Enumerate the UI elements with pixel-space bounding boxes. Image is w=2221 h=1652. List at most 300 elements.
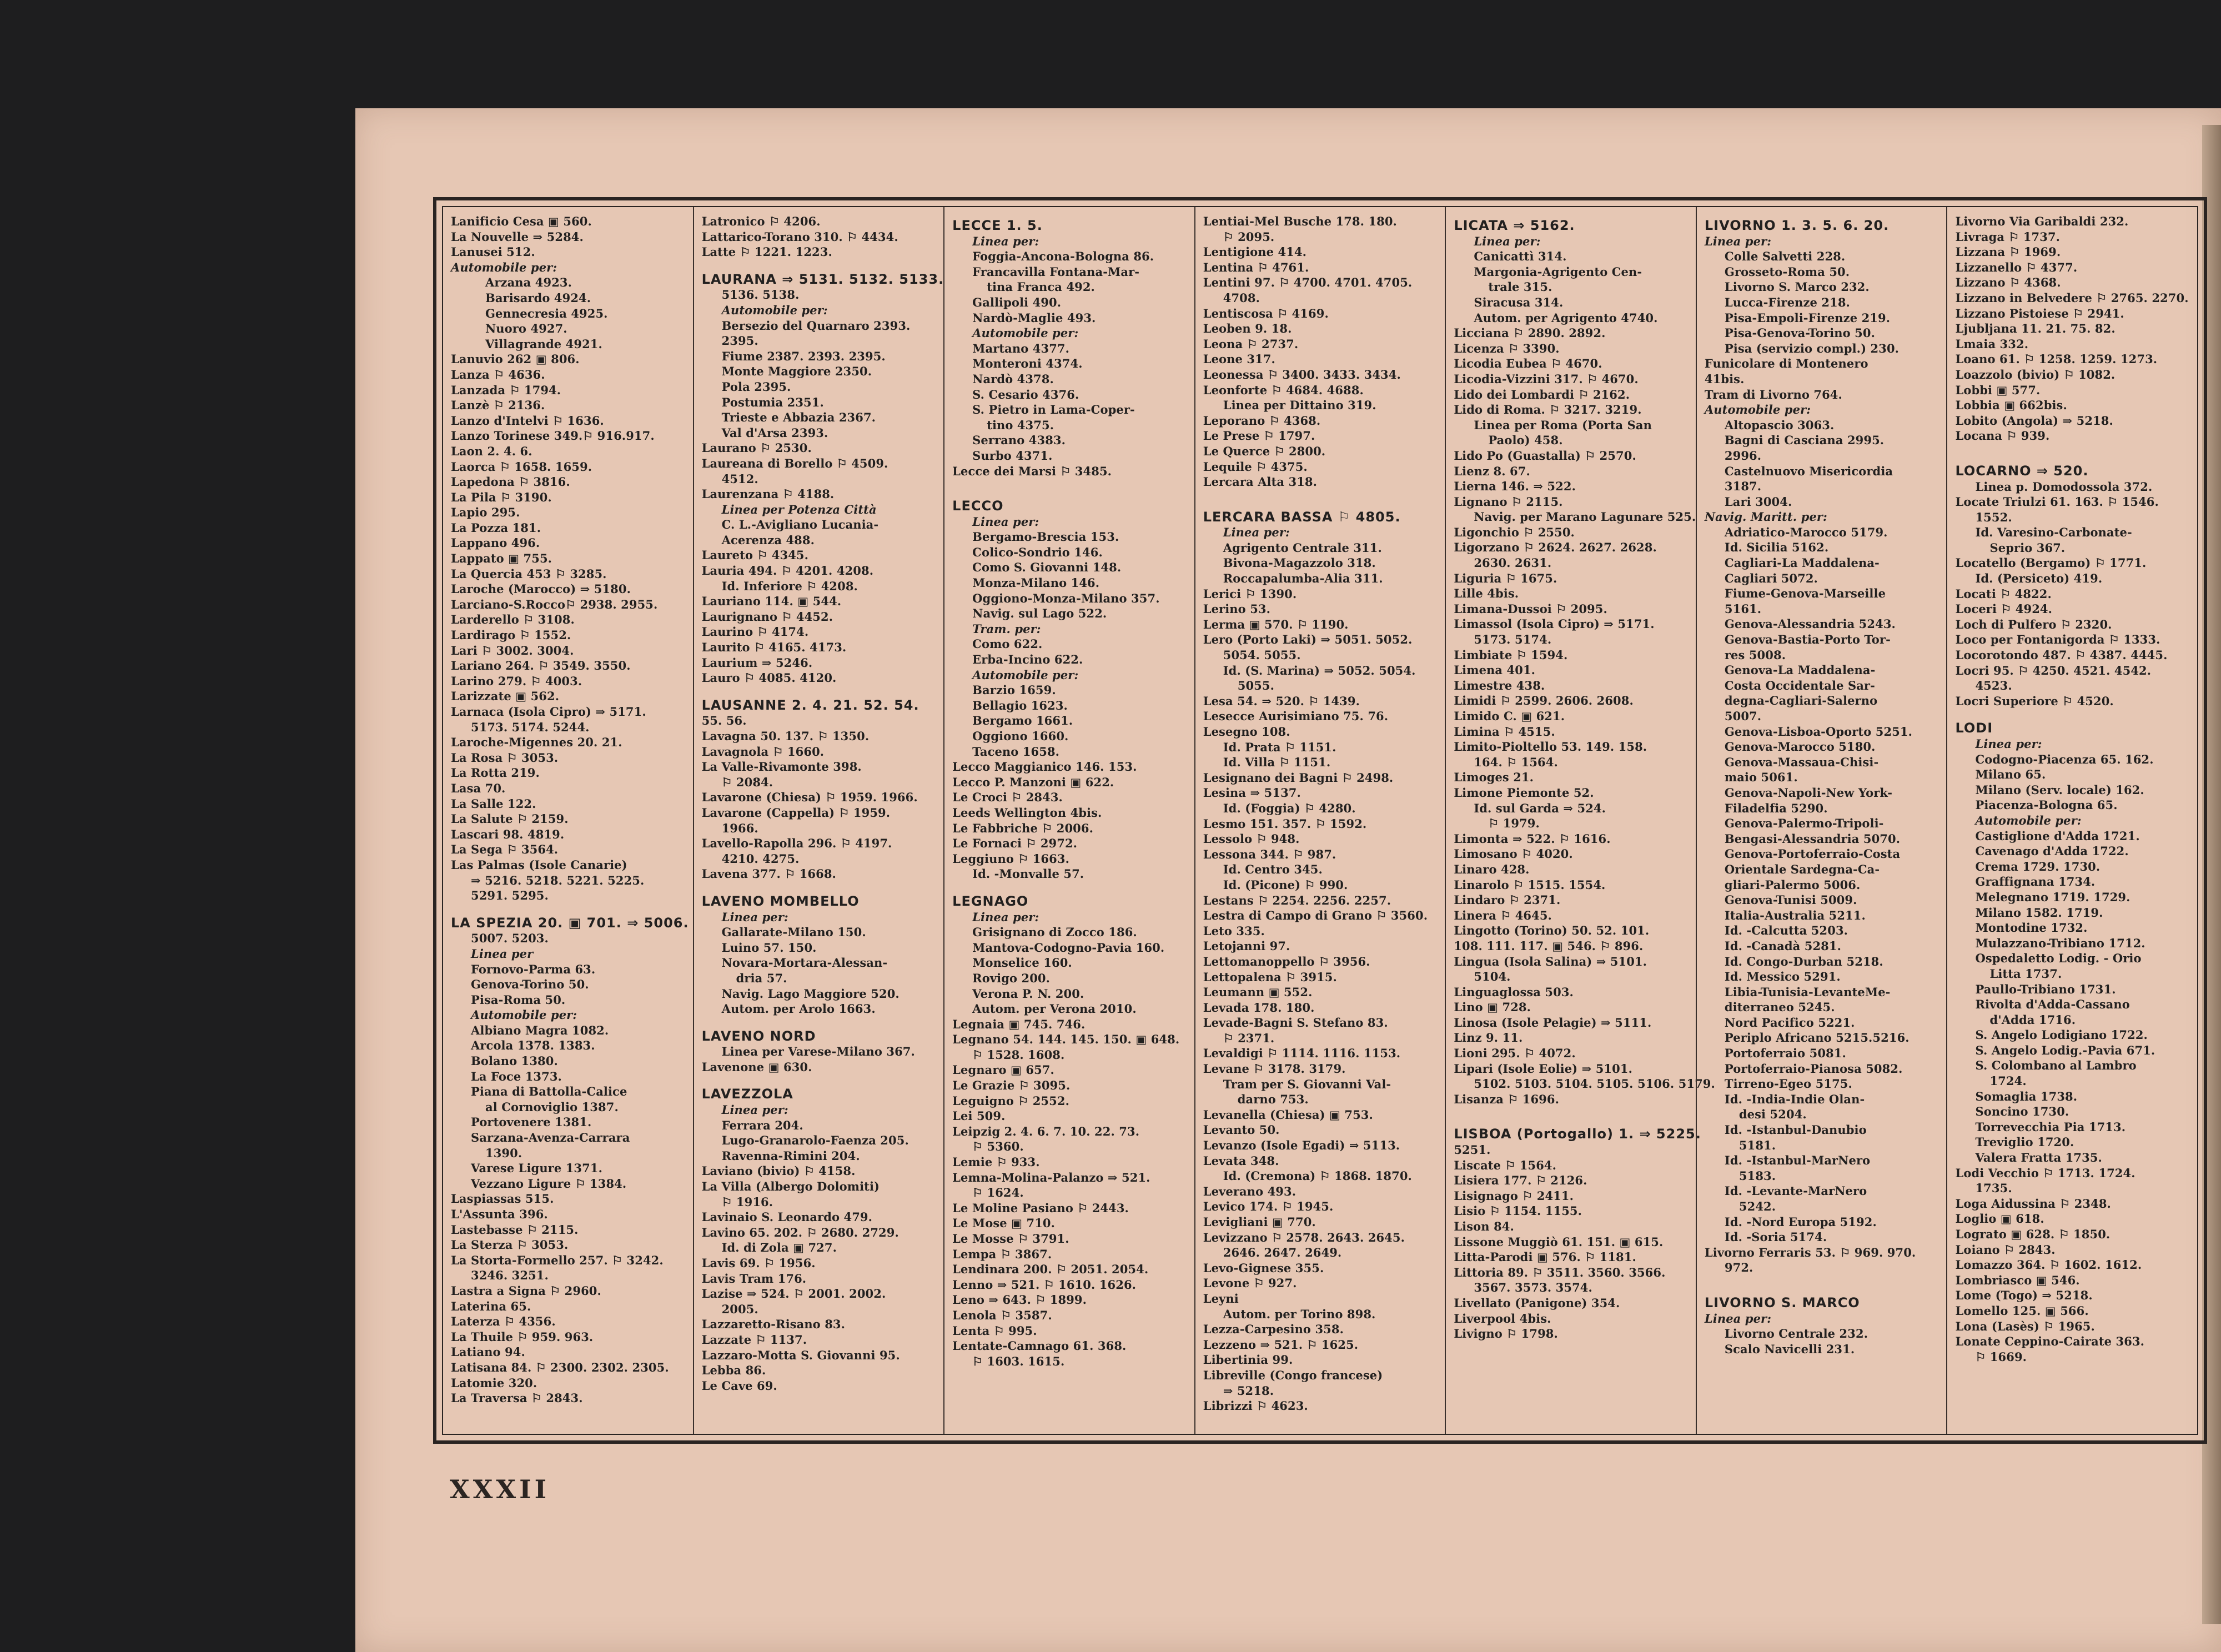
index-entry: Linguaglossa 503. xyxy=(1454,985,1574,999)
index-entry: Le Croci ⚐ 2843. xyxy=(952,790,1063,805)
index-entry: Cavenago d'Adda 1722. xyxy=(1975,844,2129,858)
index-entry: Lequile ⚐ 4375. xyxy=(1203,459,1308,474)
index-entry: Agrigento Centrale 311. xyxy=(1223,540,1382,555)
index-entry: Lanzo d'Intelvi ⚐ 1636. xyxy=(451,413,604,428)
index-entry: Navig. Maritt. per: xyxy=(1704,510,1827,524)
index-entry: Linea per: xyxy=(1474,234,1541,248)
index-entry: Genova-Marocco 5180. xyxy=(1724,740,1876,754)
page-number: XXXII xyxy=(450,1474,550,1504)
index-entry: Milano 65. xyxy=(1975,767,2046,782)
index-entry: Lobito (Angola) ⇒ 5218. xyxy=(1955,413,2113,428)
index-entry: Como 622. xyxy=(972,637,1043,651)
index-entry: Tram. per: xyxy=(972,621,1041,636)
index-entry: Pisa-Genova-Torino 50. xyxy=(1724,326,1876,340)
index-entry: Lignano ⚐ 2115. xyxy=(1454,494,1563,509)
index-heading: LIVORNO S. MARCO xyxy=(1704,1294,1860,1310)
index-entry: Loiano ⚐ 2843. xyxy=(1955,1242,2056,1257)
index-entry: Linea per Potenza Città xyxy=(721,502,877,516)
index-entry: S. Angelo Lodigiano 1722. xyxy=(1975,1028,2148,1042)
index-entry: 1724. xyxy=(1989,1074,2027,1088)
index-entry: Limassol (Isola Cipro) ⇒ 5171. xyxy=(1454,617,1655,631)
index-entry: Lavenone ▣ 630. xyxy=(701,1060,812,1074)
index-entry: Loazzolo (bivio) ⚐ 1082. xyxy=(1955,367,2116,381)
index-entry: Gallarate-Milano 150. xyxy=(721,925,866,940)
index-entry: Leonessa ⚐ 3400. 3433. 3434. xyxy=(1203,367,1401,381)
index-entry: Lizzanello ⚐ 4377. xyxy=(1955,260,2078,274)
index-entry: Leto 335. xyxy=(1203,923,1265,938)
index-entry: Linea per Roma (Porta San xyxy=(1474,418,1652,432)
index-entry: Orientale Sardegna-Ca- xyxy=(1724,862,1880,876)
index-entry: Libreville (Congo francese) xyxy=(1203,1368,1383,1382)
index-entry: Mantova-Codogno-Pavia 160. xyxy=(972,940,1165,955)
index-entry: Levigliani ▣ 770. xyxy=(1203,1215,1316,1229)
index-entry: Lindaro ⚐ 2371. xyxy=(1454,893,1561,907)
index-entry: Limbiate ⚐ 1594. xyxy=(1454,647,1568,662)
index-entry: Novara-Mortara-Alessan- xyxy=(721,956,888,970)
index-entry: Id. Sicilia 5162. xyxy=(1724,540,1829,555)
index-entry: Genova-Bastia-Porto Tor- xyxy=(1724,632,1891,647)
index-entry: Levanto 50. xyxy=(1203,1123,1280,1137)
index-entry: Larizzate ▣ 562. xyxy=(451,689,560,704)
index-entry: Linea per: xyxy=(1223,525,1290,540)
index-entry: Lino ▣ 728. xyxy=(1454,1000,1531,1015)
index-entry: Lauria 494. ⚐ 4201. 4208. xyxy=(701,564,874,578)
index-entry: Livraga ⚐ 1737. xyxy=(1955,229,2061,244)
index-entry: Lei 509. xyxy=(952,1109,1006,1123)
index-heading: LAVENO NORD xyxy=(701,1028,816,1044)
index-entry: Liverpool 4bis. xyxy=(1454,1311,1551,1325)
index-entry: Lesignano dei Bagni ⚐ 2498. xyxy=(1203,770,1394,785)
index-entry: Id. -Monvalle 57. xyxy=(972,867,1084,881)
index-entry: Lograto ▣ 628. ⚐ 1850. xyxy=(1955,1227,2111,1241)
index-entry: Id. -India-Indie Olan- xyxy=(1724,1092,1865,1106)
index-entry: Automobile per: xyxy=(972,326,1079,340)
index-entry: Automobile per: xyxy=(451,260,557,274)
index-entry: Laurano ⚐ 2530. xyxy=(701,441,812,455)
index-entry: Lercara Alta 318. xyxy=(1203,475,1318,489)
index-column-3 xyxy=(943,207,1194,1434)
index-entry: Livellato (Panigone) 354. xyxy=(1454,1296,1620,1310)
index-entry: Lentini 97. ⚐ 4700. 4701. 4705. xyxy=(1203,275,1413,290)
index-entry: Laspiassas 515. xyxy=(451,1192,554,1206)
index-entry: Filadelfia 5290. xyxy=(1724,801,1828,815)
index-entry: Locorotondo 487. ⚐ 4387. 4445. xyxy=(1955,648,2168,662)
index-entry: Limonta ⇒ 522. ⚐ 1616. xyxy=(1454,831,1611,846)
index-entry: tina Franca 492. xyxy=(987,280,1095,294)
index-entry: Lisio ⚐ 1154. 1155. xyxy=(1454,1204,1582,1218)
index-entry: Lari 3004. xyxy=(1724,494,1792,509)
index-entry: Lestra di Campo di Grano ⚐ 3560. xyxy=(1203,908,1428,923)
index-entry: Leyni xyxy=(1203,1291,1239,1305)
index-entry: Lentiai-Mel Busche 178. 180. xyxy=(1203,214,1397,228)
index-entry: Limena 401. xyxy=(1454,663,1536,677)
index-entry: Levone ⚐ 927. xyxy=(1203,1276,1297,1291)
index-entry: Laurenzana ⚐ 4188. xyxy=(701,487,835,501)
index-entry: Laurito ⚐ 4165. 4173. xyxy=(701,640,847,655)
index-entry: Automobile per: xyxy=(471,1008,577,1022)
index-entry: La Nouvelle ⇒ 5284. xyxy=(451,229,584,244)
index-entry: Leipzig 2. 4. 6. 7. 10. 22. 73. xyxy=(952,1124,1140,1138)
index-entry: Lastra a Signa ⚐ 2960. xyxy=(451,1283,601,1298)
index-entry: Bellagio 1623. xyxy=(972,698,1068,712)
index-entry: Leggiuno ⚐ 1663. xyxy=(952,851,1069,866)
index-entry: 5173. 5174. 5244. xyxy=(471,720,590,734)
index-entry: Lappano 496. xyxy=(451,536,540,550)
index-entry: Nord Pacifico 5221. xyxy=(1724,1015,1855,1030)
index-entry: ⇒ 5218. xyxy=(1223,1383,1274,1398)
index-entry: Larino 279. ⚐ 4003. xyxy=(451,674,582,688)
index-entry: Le Fabbriche ⚐ 2006. xyxy=(952,821,1093,835)
index-entry: Id. (Foggia) ⚐ 4280. xyxy=(1223,801,1356,815)
index-heading: LICATA ⇒ 5162. xyxy=(1454,218,1575,233)
index-entry: Id. -Soria 5174. xyxy=(1724,1230,1827,1244)
index-entry: Locate Triulzi 61. 163. ⚐ 1546. xyxy=(1955,495,2159,509)
index-entry: Lerma ▣ 570. ⚐ 1190. xyxy=(1203,617,1349,631)
index-entry: Id. -Nord Europa 5192. xyxy=(1724,1214,1877,1229)
index-entry: Ligorzano ⚐ 2624. 2627. 2628. xyxy=(1454,540,1657,555)
index-entry: 2630. 2631. xyxy=(1474,556,1552,570)
index-entry: S. Pietro in Lama-Coper- xyxy=(972,403,1135,417)
index-entry: Castelnuovo Misericordia xyxy=(1724,464,1893,478)
index-entry: Levaldigi ⚐ 1114. 1116. 1153. xyxy=(1203,1046,1401,1061)
index-entry: Livorno Ferraris 53. ⚐ 969. 970. xyxy=(1704,1245,1916,1259)
index-entry: 2996. xyxy=(1724,448,1762,463)
index-entry: Le Mosse ⚐ 3791. xyxy=(952,1232,1069,1246)
index-entry: Latisana 84. ⚐ 2300. 2302. 2305. xyxy=(451,1360,669,1374)
index-entry: Monselice 160. xyxy=(972,956,1072,970)
index-entry: 3246. 3251. xyxy=(471,1268,549,1283)
index-entry: Tram di Livorno 764. xyxy=(1704,387,1842,401)
index-entry: Loglio ▣ 618. xyxy=(1955,1212,2044,1226)
index-entry: Milano 1582. 1719. xyxy=(1975,905,2103,920)
index-entry: Castiglione d'Adda 1721. xyxy=(1975,828,2140,843)
index-entry: Como S. Giovanni 148. xyxy=(972,560,1122,575)
index-entry: Loch di Pulfero ⚐ 2320. xyxy=(1955,617,2112,631)
index-entry: Ospedaletto Lodig. - Orio xyxy=(1975,951,2142,966)
index-entry: Verona P. N. 200. xyxy=(972,986,1084,1001)
index-entry: Lissone Muggiò 61. 151. ▣ 615. xyxy=(1454,1234,1664,1249)
index-columns xyxy=(442,206,2198,1435)
index-entry: 2005. xyxy=(721,1302,758,1316)
index-entry: Lecco P. Manzoni ▣ 622. xyxy=(952,775,1114,789)
index-entry: Lmaia 332. xyxy=(1955,337,2029,351)
index-entry: Levanella (Chiesa) ▣ 753. xyxy=(1203,1107,1373,1122)
index-entry: Legnaro ▣ 657. xyxy=(952,1063,1054,1077)
index-entry: Italia-Australia 5211. xyxy=(1724,908,1866,922)
index-entry: Lizzano in Belvedere ⚐ 2765. 2270. xyxy=(1955,290,2189,305)
index-entry: La Quercia 453 ⚐ 3285. xyxy=(451,566,607,581)
index-entry: Tirreno-Egeo 5175. xyxy=(1724,1077,1852,1091)
index-column-2 xyxy=(693,207,944,1434)
index-entry: dria 57. xyxy=(736,971,787,985)
index-entry: Seprio 367. xyxy=(1989,540,2066,555)
index-entry: Lonate Ceppino-Cairate 363. xyxy=(1955,1334,2145,1349)
index-entry: Lemie ⚐ 933. xyxy=(952,1155,1040,1169)
index-entry: Limana-Dussoi ⚐ 2095. xyxy=(1454,601,1607,616)
index-entry: Lentigione 414. xyxy=(1203,245,1307,259)
index-entry: Id. (Persiceto) 419. xyxy=(1975,571,2103,586)
index-entry: Foggia-Ancona-Bologna 86. xyxy=(972,249,1154,264)
index-entry: Licenza ⚐ 3390. xyxy=(1454,341,1560,355)
spacer xyxy=(1955,709,2192,716)
index-heading: LERCARA BASSA ⚐ 4805. xyxy=(1203,509,1401,525)
index-entry: ⚐ 5360. xyxy=(972,1139,1024,1154)
index-entry: Lauro ⚐ 4085. 4120. xyxy=(701,671,837,685)
index-entry: Libia-Tunisia-LevanteMe- xyxy=(1724,985,1891,999)
index-entry: Lavena 377. ⚐ 1668. xyxy=(701,867,836,881)
index-entry: Lienz 8. 67. xyxy=(1454,464,1530,478)
index-entry: Lavagnola ⚐ 1660. xyxy=(701,744,825,759)
index-entry: Genova-Alessandria 5243. xyxy=(1724,617,1896,631)
index-entry: Navig. Lago Maggiore 520. xyxy=(721,986,900,1001)
index-entry: Luino 57. 150. xyxy=(721,940,817,955)
index-entry: Leumann ▣ 552. xyxy=(1203,985,1313,1000)
index-table-frame xyxy=(433,197,2207,1444)
index-entry: degna-Cagliari-Salerno xyxy=(1724,694,1878,708)
index-entry: Id. Congo-Durban 5218. xyxy=(1724,954,1883,968)
index-entry: Autom. per Agrigento 4740. xyxy=(1474,310,1658,325)
index-entry: Levo-Gignese 355. xyxy=(1203,1261,1324,1275)
index-entry: Lesmo 151. 357. ⚐ 1592. xyxy=(1203,816,1367,831)
index-entry: Lero (Porto Laki) ⇒ 5051. 5052. xyxy=(1203,632,1413,647)
index-entry: Latomie 320. xyxy=(451,1375,537,1390)
index-entry: 1966. xyxy=(721,821,758,835)
index-entry: Laroche (Marocco) ⇒ 5180. xyxy=(451,582,631,596)
index-entry: Lugo-Granarolo-Faenza 205. xyxy=(721,1133,909,1148)
index-entry: Limido C. ▣ 621. xyxy=(1454,709,1565,723)
index-entry: Lecce dei Marsi ⚐ 3485. xyxy=(952,464,1112,478)
index-entry: Lenno ⇒ 521. ⚐ 1610. 1626. xyxy=(952,1277,1137,1292)
index-entry: Lattarico-Torano 310. ⚐ 4434. xyxy=(701,229,898,244)
index-entry: Lanuvio 262 ▣ 806. xyxy=(451,352,580,366)
index-entry: Limoges 21. xyxy=(1454,770,1534,785)
index-entry: Lazise ⇒ 524. ⚐ 2001. 2002. xyxy=(701,1287,886,1301)
index-entry: desi 5204. xyxy=(1738,1107,1807,1122)
index-entry: Lille 4bis. xyxy=(1454,586,1519,601)
index-entry: Lenta ⚐ 995. xyxy=(952,1323,1037,1338)
index-entry: Sarzana-Avenza-Carrara xyxy=(471,1131,630,1145)
index-entry: Fiume-Genova-Marseille xyxy=(1724,586,1886,601)
index-entry: S. Angelo Lodig.-Pavia 671. xyxy=(1975,1043,2155,1057)
index-entry: Latte ⚐ 1221. 1223. xyxy=(701,245,832,259)
index-entry: Levico 174. ⚐ 1945. xyxy=(1203,1199,1334,1214)
spacer xyxy=(702,1017,938,1025)
index-entry: ⚐ 1979. xyxy=(1488,816,1540,831)
index-entry: Livigno ⚐ 1798. xyxy=(1454,1327,1558,1341)
index-entry: Lapedona ⚐ 3816. xyxy=(451,475,570,489)
index-entry: Piacenza-Bologna 65. xyxy=(1975,798,2118,812)
index-entry: Bergamo 1661. xyxy=(972,714,1073,728)
index-entry: 5183. xyxy=(1738,1168,1776,1183)
index-entry: Autom. per Torino 898. xyxy=(1223,1307,1376,1321)
index-entry: Lome (Togo) ⇒ 5218. xyxy=(1955,1288,2093,1303)
index-entry: trale 315. xyxy=(1488,280,1552,294)
index-entry: 55. 56. xyxy=(701,714,747,728)
index-entry: Linosa (Isole Pelagie) ⇒ 5111. xyxy=(1454,1015,1652,1030)
index-entry: Lierna 146. ⇒ 522. xyxy=(1454,479,1576,494)
index-entry: Oggiono 1660. xyxy=(972,729,1069,743)
index-entry: Varese Ligure 1371. xyxy=(471,1161,602,1176)
index-entry: ⚐ 1624. xyxy=(972,1186,1024,1200)
index-entry: 5181. xyxy=(1738,1138,1776,1152)
index-entry: Linea per: xyxy=(972,514,1039,529)
index-entry: Linea per: xyxy=(721,910,788,924)
index-entry: La Foce 1373. xyxy=(471,1069,562,1083)
index-entry: Genova-Napoli-New York- xyxy=(1724,785,1893,800)
index-entry: Acerenza 488. xyxy=(721,533,815,547)
index-entry: Linea per: xyxy=(1704,1311,1772,1325)
index-entry: Vezzano Ligure ⚐ 1384. xyxy=(471,1176,627,1191)
index-entry: 3567. 3573. 3574. xyxy=(1474,1281,1592,1295)
index-entry: Librizzi ⚐ 4623. xyxy=(1203,1399,1308,1413)
index-entry: ⇒ 5216. 5218. 5221. 5225. xyxy=(471,873,645,887)
index-entry: Lavagna 50. 137. ⚐ 1350. xyxy=(701,729,870,743)
index-entry: Licodia Eubea ⚐ 4670. xyxy=(1454,356,1602,371)
index-entry: Id. Inferiore ⚐ 4208. xyxy=(721,579,858,593)
index-entry: Lazzaro-Motta S. Giovanni 95. xyxy=(701,1348,900,1362)
spacer xyxy=(1955,451,2192,459)
index-entry: Graffignana 1734. xyxy=(1975,875,2096,889)
index-entry: Lesecce Aurisimiano 75. 76. xyxy=(1203,709,1389,724)
index-entry: Nardò-Maglie 493. xyxy=(972,310,1096,325)
index-entry: Pola 2395. xyxy=(721,379,791,394)
index-entry: Linea per: xyxy=(972,234,1039,248)
index-entry: Linea per: xyxy=(1704,234,1772,248)
index-entry: Navig. sul Lago 522. xyxy=(972,606,1107,621)
index-entry: Las Palmas (Isole Canarie) xyxy=(451,857,627,872)
index-entry: Barisardo 4924. xyxy=(485,290,591,305)
index-entry: Bergamo-Brescia 153. xyxy=(972,530,1119,544)
index-entry: Genova-Lisboa-Oporto 5251. xyxy=(1724,724,1912,739)
index-entry: Le Moline Pasiano ⚐ 2443. xyxy=(952,1201,1129,1215)
index-entry: C. L.-Avigliano Lucania- xyxy=(721,518,879,532)
book-page xyxy=(355,108,2221,1652)
index-entry: Livorno Centrale 232. xyxy=(1724,1327,1868,1341)
index-entry: Lariano 264. ⚐ 3549. 3550. xyxy=(451,659,631,673)
index-entry: 5007. 5203. xyxy=(471,931,549,946)
index-entry: Levata 348. xyxy=(1203,1153,1279,1168)
index-entry: Barzio 1659. xyxy=(972,683,1056,697)
index-entry: 108. 111. 117. ▣ 546. ⚐ 896. xyxy=(1454,938,1644,953)
index-entry: Linea per xyxy=(471,946,534,961)
index-entry: ⚐ 1669. xyxy=(1975,1349,2027,1364)
index-entry: Lentina ⚐ 4761. xyxy=(1203,260,1309,274)
index-entry: Id. Prata ⚐ 1151. xyxy=(1223,740,1336,754)
index-entry: Locri Superiore ⚐ 4520. xyxy=(1955,694,2114,708)
index-entry: Id. Varesino-Carbonate- xyxy=(1975,525,2132,540)
index-entry: Soncino 1730. xyxy=(1975,1104,2069,1119)
index-entry: Lanza ⚐ 4636. xyxy=(451,367,545,381)
index-entry: Loano 61. ⚐ 1258. 1259. 1273. xyxy=(1955,352,2158,366)
index-entry: Mulazzano-Tribiano 1712. xyxy=(1975,936,2145,950)
index-entry: Id. (S. Marina) ⇒ 5052. 5054. xyxy=(1223,663,1416,677)
index-entry: Genova-Massaua-Chisi- xyxy=(1724,755,1879,769)
index-column-6 xyxy=(1696,207,1947,1434)
index-entry: Fornovo-Parma 63. xyxy=(471,962,596,976)
index-entry: Leno ⇒ 643. ⚐ 1899. xyxy=(952,1293,1087,1307)
index-entry: Letojanni 97. xyxy=(1203,939,1290,953)
index-entry: Genova-Torino 50. xyxy=(471,977,589,992)
index-entry: Lucca-Firenze 218. xyxy=(1724,295,1850,309)
index-heading: LOCARNO ⇒ 520. xyxy=(1955,463,2089,479)
index-entry: Lezzeno ⇒ 521. ⚐ 1625. xyxy=(1203,1337,1359,1352)
index-column-5 xyxy=(1445,207,1715,1434)
index-entry: Lomello 125. ▣ 566. xyxy=(1955,1303,2089,1318)
index-entry: Automobile per: xyxy=(1975,813,2082,827)
index-entry: Funicolare di Montenero xyxy=(1704,356,1868,371)
index-entry: Villagrande 4921. xyxy=(485,337,602,351)
index-entry: Limito-Pioltello 53. 149. 158. xyxy=(1454,740,1647,754)
index-entry: Lezza-Carpesino 358. xyxy=(1203,1322,1344,1337)
index-entry: 1552. xyxy=(1975,510,2012,524)
index-entry: Lazzaretto-Risano 83. xyxy=(701,1317,846,1332)
index-entry: 1390. xyxy=(485,1146,522,1160)
index-entry: Lison 84. xyxy=(1454,1219,1514,1233)
index-entry: 1735. xyxy=(1975,1181,2012,1196)
index-entry: Id. Messico 5291. xyxy=(1724,970,1841,984)
index-heading: LEGNAGO xyxy=(952,893,1029,909)
index-entry: Laterza ⚐ 4356. xyxy=(451,1314,556,1329)
index-entry: Genova-Tunisi 5009. xyxy=(1724,893,1857,907)
index-entry: Lanzè ⚐ 2136. xyxy=(451,398,545,413)
index-entry: S. Colombano al Lambro xyxy=(1975,1058,2137,1073)
index-entry: Id. Centro 345. xyxy=(1223,862,1323,877)
index-entry: Laureto ⚐ 4345. xyxy=(701,548,809,563)
index-entry: Lido dei Lombardi ⚐ 2162. xyxy=(1454,387,1630,401)
index-entry: Lavis Tram 176. xyxy=(701,1271,807,1286)
index-entry: L'Assunta 396. xyxy=(451,1207,548,1221)
index-entry: Le Mose ▣ 710. xyxy=(952,1216,1056,1231)
index-entry: ⚐ 2084. xyxy=(721,775,773,789)
index-entry: La Rosa ⚐ 3053. xyxy=(451,750,559,765)
index-entry: Laurium ⇒ 5246. xyxy=(701,655,813,670)
index-entry: Levizzano ⚐ 2578. 2643. 2645. xyxy=(1203,1230,1405,1244)
index-entry: Lesa 54. ⇒ 520. ⚐ 1439. xyxy=(1203,694,1360,708)
index-heading: LECCO xyxy=(952,498,1004,514)
index-column-1 xyxy=(443,207,693,1434)
index-entry: La Pozza 181. xyxy=(451,520,541,535)
index-entry: Laurino ⚐ 4174. xyxy=(701,625,809,639)
index-entry: La Valle-Rivamonte 398. xyxy=(701,760,862,774)
index-entry: 41bis. xyxy=(1704,371,1745,386)
index-entry: Larciano-S.Rocco⚐ 2938. 2955. xyxy=(451,597,658,611)
spacer xyxy=(1705,1276,1941,1283)
index-entry: Valera Fratta 1735. xyxy=(1975,1151,2102,1165)
index-entry: Lettopalena ⚐ 3915. xyxy=(1203,970,1337,984)
index-entry: Torrevecchia Pia 1713. xyxy=(1975,1119,2126,1134)
index-entry: Canicattì 314. xyxy=(1474,249,1567,264)
index-entry: Linea per: xyxy=(1975,737,2042,751)
index-entry: Crema 1729. 1730. xyxy=(1975,859,2101,873)
index-entry: Lavarone (Cappella) ⚐ 1959. xyxy=(701,805,891,820)
index-entry: Linea per: xyxy=(972,910,1039,924)
index-entry: Margonia-Agrigento Cen- xyxy=(1474,264,1642,279)
index-entry: Id. -Istanbul-MarNero xyxy=(1724,1153,1871,1168)
index-entry: Lasa 70. xyxy=(451,781,506,795)
index-entry: Ligonchio ⚐ 2550. xyxy=(1454,525,1575,539)
index-entry: La Salle 122. xyxy=(451,796,536,811)
index-entry: Paullo-Tribiano 1731. xyxy=(1975,982,2116,996)
spacer xyxy=(952,479,1189,486)
index-entry: gliari-Palermo 5006. xyxy=(1724,877,1861,892)
index-entry: Libertinia 99. xyxy=(1203,1353,1293,1367)
index-entry: Lona (Lasès) ⚐ 1965. xyxy=(1955,1319,2095,1333)
spacer xyxy=(1203,490,1440,498)
index-entry: Rovigo 200. xyxy=(972,971,1051,985)
index-entry: La Sega ⚐ 3564. xyxy=(451,842,559,857)
index-entry: Levada 178. 180. xyxy=(1203,1000,1315,1015)
index-entry: 4210. 4275. xyxy=(721,851,800,866)
